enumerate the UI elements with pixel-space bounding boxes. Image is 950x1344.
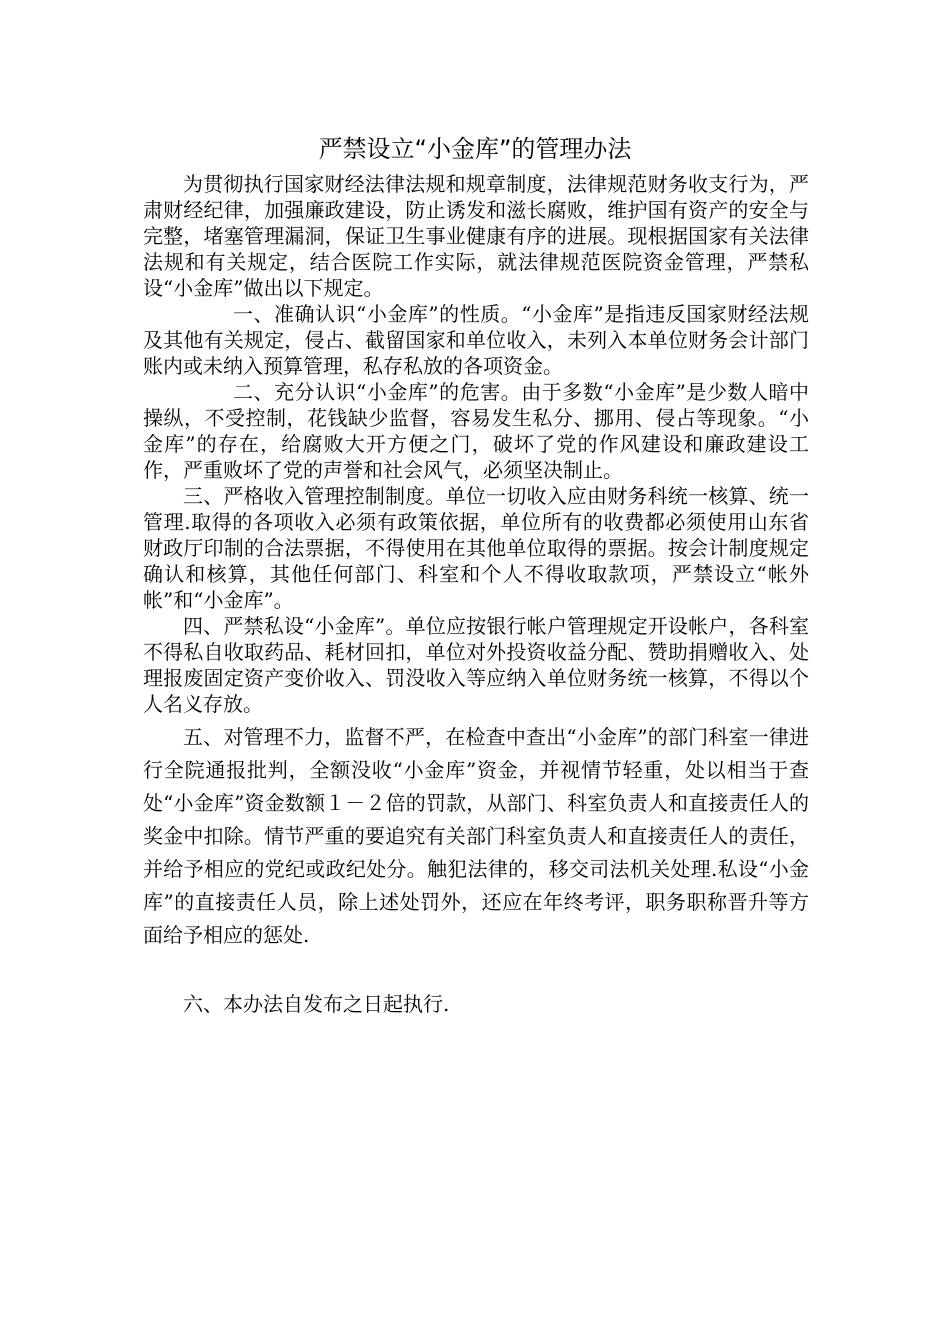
paragraph-section-6: 六、本办法自发布之日起执行. [183,992,450,1016]
paragraph-intro: 为贯彻执行国家财经法律法规和规章制度，法律规范财务收支行为，严肃财经纪律，加强廉政建设，防止诱发和滋长腐败，维护国有资产的安全与完整，堵塞管理漏洞，保证卫生事业健康有序的进展。现根据国家有关法律法规和有关规定，结合医院工作实际，就法律规范医院资金管理，严禁私设“小金库”做出以下规定。 [143,172,809,300]
paragraph-section-3: 三、严格收入管理控制制度。单位一切收入应由财务科统一核算、统一管理.取得的各项收入必须有政策依据，单位所有的收费都必须使用山东省财政厅印制的合法票据，不得使用在其他单位取得的票据。按会计制度规定确认和核算，其他任何部门、科室和个人不得收取款项，严禁设立“帐外帐”和“小金库”。 [143,484,809,612]
document-title: 严禁设立“小金库”的管理办法 [318,135,632,163]
paragraph-section-5: 五、对管理不力，监督不严，在检查中查出“小金库”的部门科室一律进行全院通报批判，全额没收“小金库”资金，并视情节轻重，处以相当于查处“小金库”资金数额１－２倍的罚款，从部门、科室负责人和直接责任人的奖金中扣除。情节严重的要追究有关部门科室负责人和直接责任人的责任，并给予相应的党纪或政纪处分。触犯法律的，移交司法机关处理.私设“小金库”的直接责任人员，除上述处罚外，还应在年终考评，职务职称晋升等方面给予相应的惩处. [143,725,809,947]
paragraph-section-1: 一、准确认识“小金库”的性质。“小金库”是指违反国家财经法规及其他有关规定，侵占、截留国家和单位收入，未列入本单位财务会计部门账内或未纳入预算管理，私存私放的各项资金。 [143,302,809,378]
document-body [143,171,809,1017]
paragraph-section-2: 二、充分认识“小金库”的危害。由于多数“小金库”是少数人暗中操纵，不受控制，花钱缺少监督，容易发生私分、挪用、侵占等现象。“小金库”的存在，给腐败大开方便之门，破坏了党的作风建设和廉政建设工作，严重败坏了党的声誉和社会风气，必须坚决制止。 [143,380,809,482]
paragraph-section-4: 四、严禁私设“小金库”。单位应按银行帐户管理规定开设帐户，各科室不得私自收取药品、耗材回扣，单位对外投资收益分配、赞助捐赠收入、处理报废固定资产变价收入、罚没收入等应纳入单位财务统一核算，不得以个人名义存放。 [143,614,809,716]
